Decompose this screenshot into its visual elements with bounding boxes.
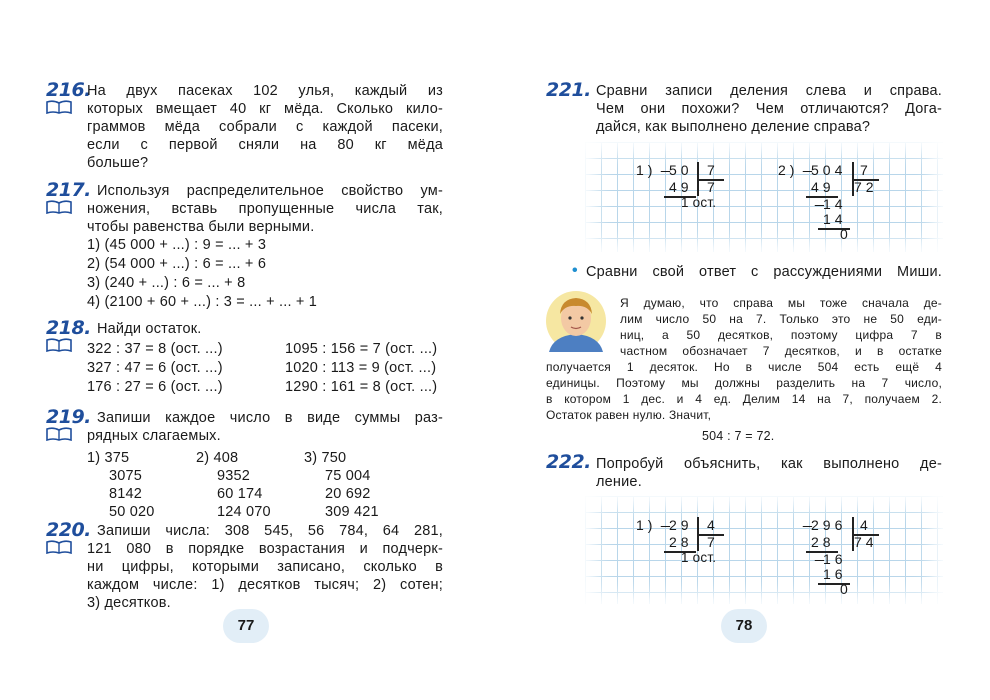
number-item: 20 692 (325, 486, 371, 502)
misha-result: 504 : 7 = 72. (702, 429, 775, 443)
number-item: 124 070 (217, 504, 271, 520)
divisor: 7 (860, 162, 872, 178)
subtrahend: 49 (811, 179, 835, 195)
dividend: 50 (669, 162, 693, 178)
bullet-text: Сравни свой ответ с рассуждениями Миши. (586, 264, 942, 280)
misha-text-line: Остаток равен нулю. Значит, (546, 408, 712, 422)
text-line: больше? (87, 155, 149, 171)
book-icon (46, 427, 72, 441)
text-line: Запиши числа: 308 545, 56 784, 64 281, (97, 523, 443, 539)
remainder: 0 (840, 581, 852, 597)
subtrahend: 49 (669, 179, 693, 195)
minus-sign: _ (815, 190, 824, 207)
partial-dividend: 16 (823, 551, 847, 567)
subtrahend: 16 (823, 566, 847, 582)
book-icon (46, 200, 72, 214)
minus-sign: _ (815, 545, 824, 562)
exercise-number: 221. (546, 79, 591, 101)
text-line: Чем они похожи? Чем отличаются? Дога- (596, 101, 942, 117)
book-icon (46, 540, 72, 554)
exercise-number: 217. (46, 179, 91, 201)
minus-sign: _ (803, 156, 812, 173)
text-line: Попробуй объяснить, как выполнено де- (596, 456, 942, 472)
misha-text-line: частном обозначает 7 десятков, и в остатке (620, 344, 942, 358)
book-icon (46, 100, 72, 114)
equation: 1) (45 000 + ...) : 9 = ... + 3 (87, 237, 267, 253)
text-line: 3) десятков. (87, 595, 171, 611)
text-line: ление. (596, 474, 642, 490)
text-line: граммов мёда собрали с каждой пасеки, (87, 119, 443, 135)
equation: 3) (240 + ...) : 6 = ... + 8 (87, 275, 246, 291)
divisor: 4 (707, 517, 719, 533)
subtrahend: 28 (811, 534, 835, 550)
dividend: 504 (811, 162, 847, 178)
misha-avatar-icon (543, 290, 609, 352)
number-item: 8142 (109, 486, 143, 502)
text-line: чтобы равенства были верными. (87, 219, 315, 235)
remainder: 1 ост. (681, 195, 717, 210)
quotient: 7 (707, 534, 719, 550)
subtrahend: 28 (669, 534, 693, 550)
exercise-number: 220. (46, 519, 91, 541)
exercise-number: 219. (46, 406, 91, 428)
text-line: ни цифры, которыми записано, сколько в (87, 559, 443, 575)
exercise-number: 222. (546, 451, 591, 473)
equation: 1020 : 113 = 9 (ост. ...) (285, 360, 437, 376)
dividend: 29 (669, 517, 693, 533)
remainder: 1 ост. (681, 550, 717, 565)
bullet-mark: • (572, 262, 578, 279)
division-label: 2) (778, 162, 799, 178)
minus-sign: _ (661, 156, 670, 173)
exercise-number: 218. (46, 317, 91, 339)
grid-paper (585, 142, 943, 252)
misha-text-line: единицы. Поэтому мы должны разделить на 7 число, (546, 376, 942, 390)
text-line: Используя распределительное свойство ум- (97, 183, 443, 199)
misha-text-line: получается 1 десяток. Но в числе 504 есть ещё 4 (546, 360, 942, 374)
equation: 1290 : 161 = 8 (ост. ...) (285, 379, 438, 395)
text-line: рядных слагаемых. (87, 428, 221, 444)
text-line: дайся, как выполнено деление справа? (596, 119, 871, 135)
misha-text-line: ниц, а 50 десятков, поэтому цифра 7 в (620, 328, 942, 342)
number-item: 75 004 (325, 468, 371, 484)
divisor: 4 (860, 517, 872, 533)
misha-text-line: Я думаю, что справа мы тоже сначала де- (620, 296, 942, 310)
text-line: Запиши каждое число в виде суммы раз- (97, 410, 443, 426)
divisor: 7 (707, 162, 719, 178)
misha-text-line: в котором 1 дес. и 4 ед. Делим 14 на 7, получаем 2. (546, 392, 942, 406)
number-item: 1) 375 (87, 450, 130, 466)
number-item: 3) 750 (304, 450, 347, 466)
text-line: 121 080 в порядке возрастания и подчерк- (87, 541, 443, 557)
remainder: 0 (840, 226, 852, 242)
minus-sign: _ (661, 511, 670, 528)
number-item: 3075 (109, 468, 143, 484)
text-line: если с первой сняли на 80 кг мёда (87, 137, 443, 153)
text-line: которых вмещает 40 кг мёда. Сколько кило- (87, 101, 443, 117)
text-line: На двух пасеках 102 улья, каждый из (87, 83, 443, 99)
minus-sign: _ (803, 511, 812, 528)
division-label: 1) (636, 162, 657, 178)
quotient: 74 (854, 534, 878, 550)
equation: 4) (2100 + 60 + ...) : 3 = ... + ... + 1 (87, 294, 318, 310)
equation: 176 : 27 = 6 (ост. ...) (87, 379, 223, 395)
subtrahend: 14 (823, 211, 847, 227)
equation: 322 : 37 = 8 (ост. ...) (87, 341, 223, 357)
quotient: 7 (707, 179, 719, 195)
grid-paper (585, 496, 943, 604)
text-line: Найди остаток. (97, 321, 202, 337)
number-item: 60 174 (217, 486, 263, 502)
equation: 327 : 47 = 6 (ост. ...) (87, 360, 223, 376)
page-number: 78 (721, 609, 767, 643)
text-line: ножения, вставь пропущенные числа так, (87, 201, 443, 217)
quotient: 72 (854, 179, 878, 195)
number-item: 309 421 (325, 504, 379, 520)
text-line: каждом числе: 1) десятков тысяч; 2) сотен; (87, 577, 443, 593)
number-item: 50 020 (109, 504, 155, 520)
book-icon (46, 338, 72, 352)
dividend: 296 (811, 517, 847, 533)
exercise-number: 216. (46, 79, 91, 101)
text-line: Сравни записи деления слева и справа. (596, 83, 942, 99)
number-item: 9352 (217, 468, 251, 484)
number-item: 2) 408 (196, 450, 239, 466)
partial-dividend: 14 (823, 196, 847, 212)
division-label: 1) (636, 517, 657, 533)
equation: 2) (54 000 + ...) : 6 = ... + 6 (87, 256, 267, 272)
misha-text-line: лим число 50 на 7. Только это не 50 еди- (620, 312, 942, 326)
equation: 1095 : 156 = 7 (ост. ...) (285, 341, 438, 357)
page-number: 77 (223, 609, 269, 643)
